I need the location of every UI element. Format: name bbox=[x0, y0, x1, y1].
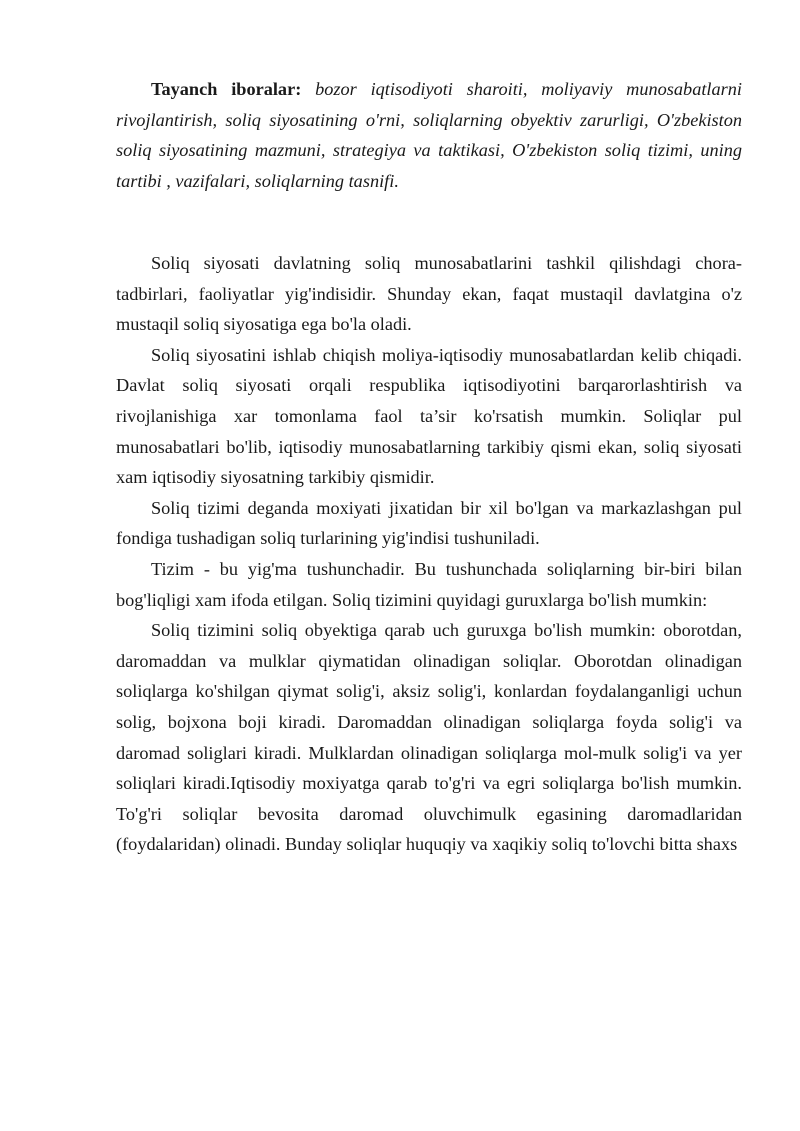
keywords-section bbox=[116, 74, 742, 196]
body-section bbox=[116, 248, 742, 860]
keywords-text: bozor iqtisodiyoti sharoiti, moliyaviy munosabatlarni rivojlantirish, soliq siyosatining o'rni, soliqlarning obyektiv zarurligi, O'zbekiston soliq siyosatining mazmuni, strategiya va taktikasi, O'zbekiston soliq tizimi, uning tartibi , vazifalari, soliqlarning tasnifi. bbox=[116, 79, 742, 191]
paragraph-tax-policy-definition: Soliq siyosati davlatning soliq munosabatlarini tashkil qilishdagi chora-tadbirlari, faoliyatlar yig'indisidir. Shunday ekan, faqat mustaqil davlatgina o'z mustaqil soliq siyosatiga ega bo'la oladi. bbox=[116, 253, 742, 335]
paragraph-system-concept: Tizim - bu yig'ma tushunchadir. Bu tushunchada soliqlarning bir-biri bilan bog'liqligi xam ifoda etilgan. Soliq tizimini quyidagi guruxlarga bo'lish mumkin: bbox=[116, 558, 742, 610]
paragraph-tax-policy-development: Soliq siyosatini ishlab chiqish moliya-iqtisodiy munosabatlardan kelib chiqadi. Davlat soliq siyosati orqali respublika iqtisodiyotini barqarorlashtirish va rivojlanishiga xar tomonlama faol ta’sir ko'rsatish mumkin. Soliqlar pul munosabatlari bo'lib, iqtisodiy munosabatlarning tarkibiy qismi ekan, soliq siyosati xam iqtisodiy siyosatning tarkibiy qismidir. bbox=[116, 344, 742, 488]
paragraph-tax-system-definition: Soliq tizimi deganda moxiyati jixatidan bir xil bo'lgan va markazlashgan pul fondiga tushadigan soliq turlarining yig'indisi tushuniladi. bbox=[116, 497, 742, 549]
keywords-paragraph bbox=[116, 74, 742, 196]
paragraph-tax-classification: Soliq tizimini soliq obyektiga qarab uch guruxga bo'lish mumkin: oborotdan, daromaddan va mulklar qiymatidan olinadigan soliqlar. Oborotdan olinadigan soliqlarga ko'shilgan qiymat solig'i, aksiz solig'i, konlardan foydalanganligi uchun solig, bojxona boji kiradi. Daromaddan olinadigan soliqlarga foyda solig'i va daromad soliglari kiradi. Mulklardan olinadigan soliqlarga mol-mulk solig'i va yer soliqlari kiradi.Iqtisodiy moxiyatga qarab to'g'ri va egri soliqlarga bo'lish mumkin. To'g'ri soliqlar bevosita daromad oluvchimulk egasining daromadlaridan (foydalaridan) olinadi. Bunday soliqlar huquqiy va xaqikiy soliq to'lovchi bitta shaxs bbox=[116, 620, 742, 855]
keywords-label: Tayanch iboralar: bbox=[151, 79, 302, 99]
